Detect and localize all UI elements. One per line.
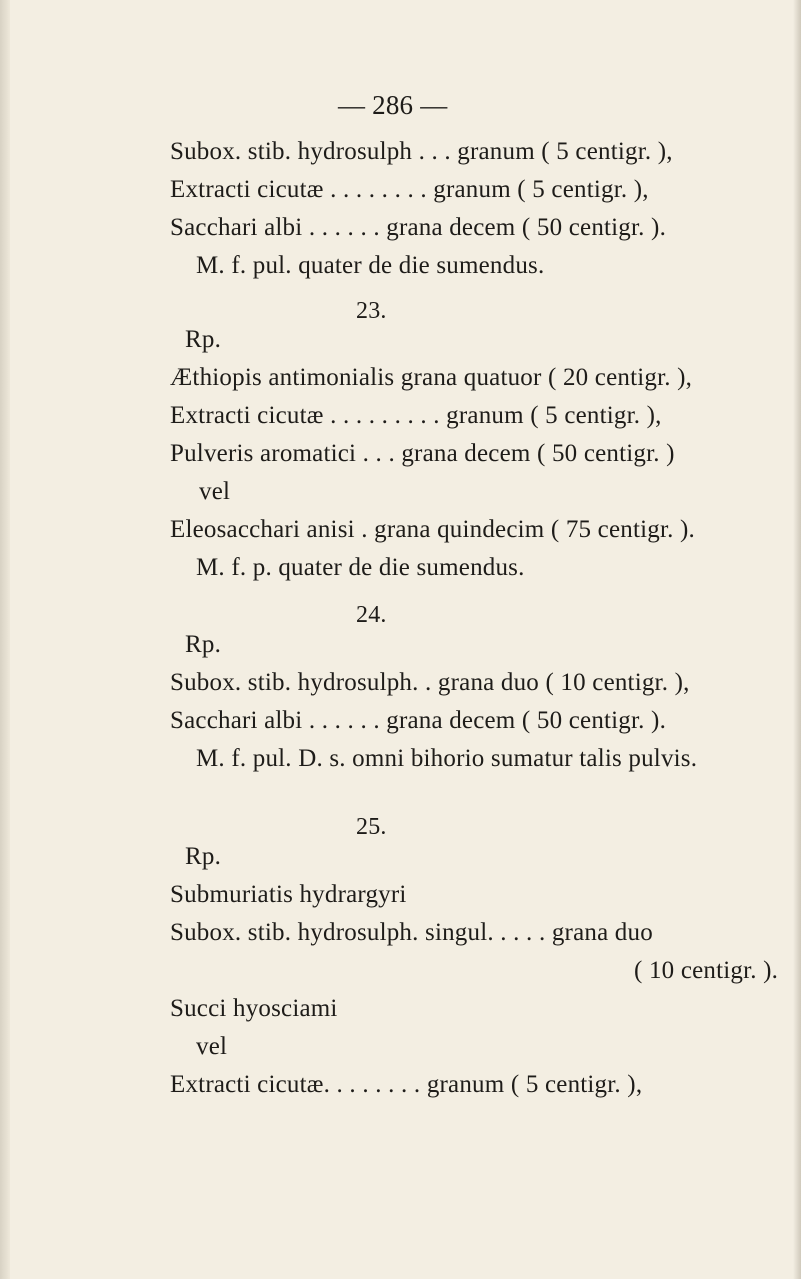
recipe25-vel: vel: [196, 1033, 228, 1060]
recipe24-instruction: M. f. pul. D. s. omni bihorio sumatur talis pulvis.: [196, 745, 698, 772]
recipe25-line-2: Subox. stib. hydrosulph. singul. . . . . grana duo: [170, 919, 653, 946]
recipe22-line-1: Subox. stib. hydrosulph . . . granum ( 5 centigr. ),: [170, 138, 673, 165]
recipe23-instruction: M. f. p. quater de die sumendus.: [196, 554, 525, 581]
recipe24-line-1: Subox. stib. hydrosulph. . grana duo ( 10 centigr. ),: [170, 669, 690, 696]
recipe23-line-3: Pulveris aromatici . . . grana decem ( 50 centigr. ): [170, 440, 675, 467]
recipe23-line-5: Eleosacchari anisi . grana quindecim ( 75 centigr. ).: [170, 516, 695, 543]
recipe23-vel: vel: [199, 478, 231, 505]
recipe23-number: 23.: [356, 298, 387, 324]
recipe24-rp: Rp.: [185, 631, 222, 658]
recipe23-line-2: Extracti cicutæ . . . . . . . . . granum ( 5 centigr. ),: [170, 402, 662, 429]
recipe22-instruction: M. f. pul. quater de die sumendus.: [196, 252, 545, 279]
recipe22-line-2: Extracti cicutæ . . . . . . . . granum ( 5 centigr. ),: [170, 176, 649, 203]
recipe25-line-4: Succi hyosciami: [170, 995, 338, 1022]
recipe25-line-6: Extracti cicutæ. . . . . . . . granum ( 5 centigr. ),: [170, 1071, 643, 1098]
recipe23-rp: Rp.: [185, 326, 222, 353]
recipe23-line-1: Æthiopis antimonialis grana quatuor ( 20 centigr. ),: [170, 364, 693, 391]
page-number: — 286 —: [338, 90, 448, 120]
recipe25-line-3: ( 10 centigr. ).: [634, 957, 779, 984]
recipe25-rp: Rp.: [185, 843, 222, 870]
recipe24-number: 24.: [356, 602, 387, 628]
recipe25-line-1: Submuriatis hydrargyri: [170, 881, 407, 908]
recipe24-line-2: Sacchari albi . . . . . . grana decem ( 50 centigr. ).: [170, 707, 667, 734]
recipe25-number: 25.: [356, 814, 387, 840]
recipe22-line-3: Sacchari albi . . . . . . grana decem ( 50 centigr. ).: [170, 214, 667, 241]
